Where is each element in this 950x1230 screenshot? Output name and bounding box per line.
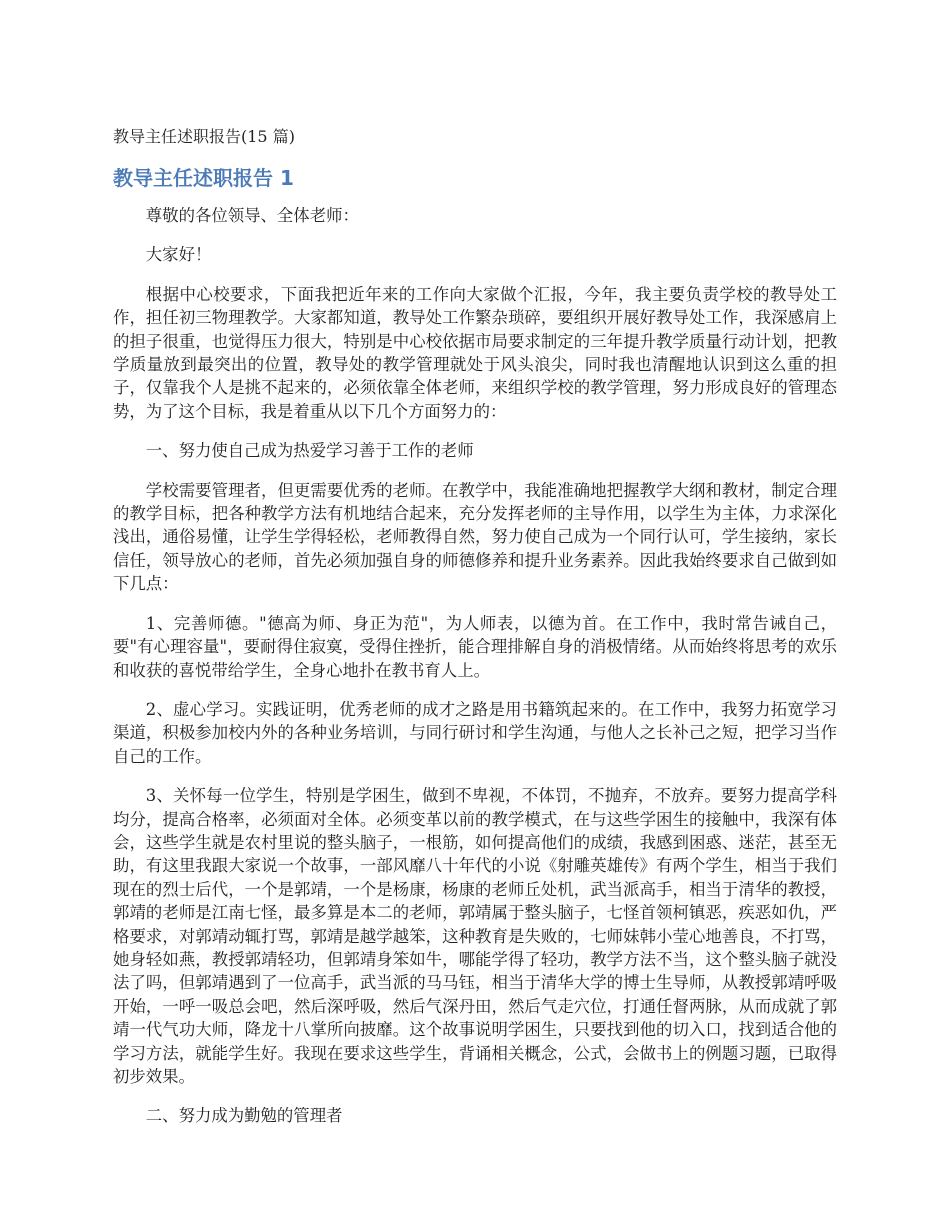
document-body <box>113 204 837 1144</box>
paragraph-point-2: 2、虚心学习。实践证明，优秀老师的成才之路是用书籍筑起来的。在工作中，我努力拓宽学习渠道，积极参加校内外的各种业务培训，与同行研讨和学生沟通，与他人之长补己之短，把学习当作自己的工作。 <box>113 699 837 766</box>
subheading-one: 一、努力使自己成为热爱学习善于工作的老师 <box>145 441 474 461</box>
greeting: 大家好！ <box>145 245 212 265</box>
section-heading: 教导主任述职报告 1 <box>113 166 294 190</box>
paragraph-teacher: 学校需要管理者，但更需要优秀的老师。在教学中，我能准确地把握教学大纲和教材，制定合理的教学目标，把各种教学方法有机地结合起来，充分发挥老师的主导作用，以学生为主体，力求深化浅出，通俗易懂，让学生学得轻松，老师教得自然，努力使自己成为一个同行认可，学生接纳，家长信任，领导放心的老师，首先必须加强自身的师德修养和提升业务素养。因此我始终要求自己做到如下几点： <box>113 480 837 594</box>
paragraph-point-1: 1、完善师德。"德高为师、身正为范"，为人师表，以德为首。在工作中，我时常告诫自己，要"有心理容量"，要耐得住寂寞，受得住挫折，能合理排解自身的消极情绪。从而始终将思考的欢乐和收获的喜悦带给学生，全身心地扑在教书育人上。 <box>113 613 837 680</box>
subheading-two: 二、努力成为勤勉的管理者 <box>145 1106 343 1126</box>
paragraph-intro: 根据中心校要求，下面我把近年来的工作向大家做个汇报，今年，我主要负责学校的教导处工作，担任初三物理教学。大家都知道，教导处工作繁杂琐碎，要组织开展好教导处工作，我深感肩上的担子很重，也觉得压力很大，特别是中心校依据市局要求制定的三年提升教学质量行动计划，把教学质量放到最突出的位置，教导处的教学管理就处于风头浪尖，同时我也清醒地认识到这么重的担子，仅靠我个人是挑不起来的，必须依靠全体老师，来组织学校的教学管理，努力形成良好的管理态势，为了这个目标，我是着重从以下几个方面努力的： <box>113 284 837 421</box>
document-title: 教导主任述职报告(15 篇) <box>113 127 295 146</box>
paragraph-point-3: 3、关怀每一位学生，特别是学困生，做到不卑视，不体罚，不抛弃，不放弃。要努力提高学科均分，提高合格率，必须面对全体。必须变革以前的教学模式，在与这些学困生的接触中，我深有体会，这些学生就是农村里说的整头脑子，一根筋，如何提高他们的成绩，我感到困惑、迷茫，甚至无助，有这里我跟大家说一个故事，一部风靡八十年代的小说《射雕英雄传》有两个学生，相当于我们现在的烈士后代，一个是郭靖，一个是杨康，杨康的老师丘处机，武当派高手，相当于清华的教授，郭靖的老师是江南七怪，最多算是本二的老师，郭靖属于整头脑子，七怪首领柯镇恶，疾恶如仇，严格要求，对郭靖动辄打骂，郭靖是越学越笨，这种教育是失败的，七师妹韩小莹心地善良，不打骂，她身轻如燕，教授郭靖轻功，但郭靖身笨如牛，哪能学得了轻功，教学方法不当，这个整头脑子就没法了吗，但郭靖遇到了一位高手，武当派的马马钰，相当于清华大学的博士生导师，从教授郭靖呼吸开始，一呼一吸总会吧，然后深呼吸，然后气深丹田，然后气走穴位，打通任督两脉，从而成就了郭靖一代气功大师，降龙十八掌所向披靡。这个故事说明学困生，只要找到他的切入口，找到适合他的学习方法，就能学生好。我现在要求这些学生，背诵相关概念，公式，会做书上的例题习题，已取得初步效果。 <box>113 786 837 1086</box>
salutation: 尊敬的各位领导、全体老师： <box>145 206 359 225</box>
